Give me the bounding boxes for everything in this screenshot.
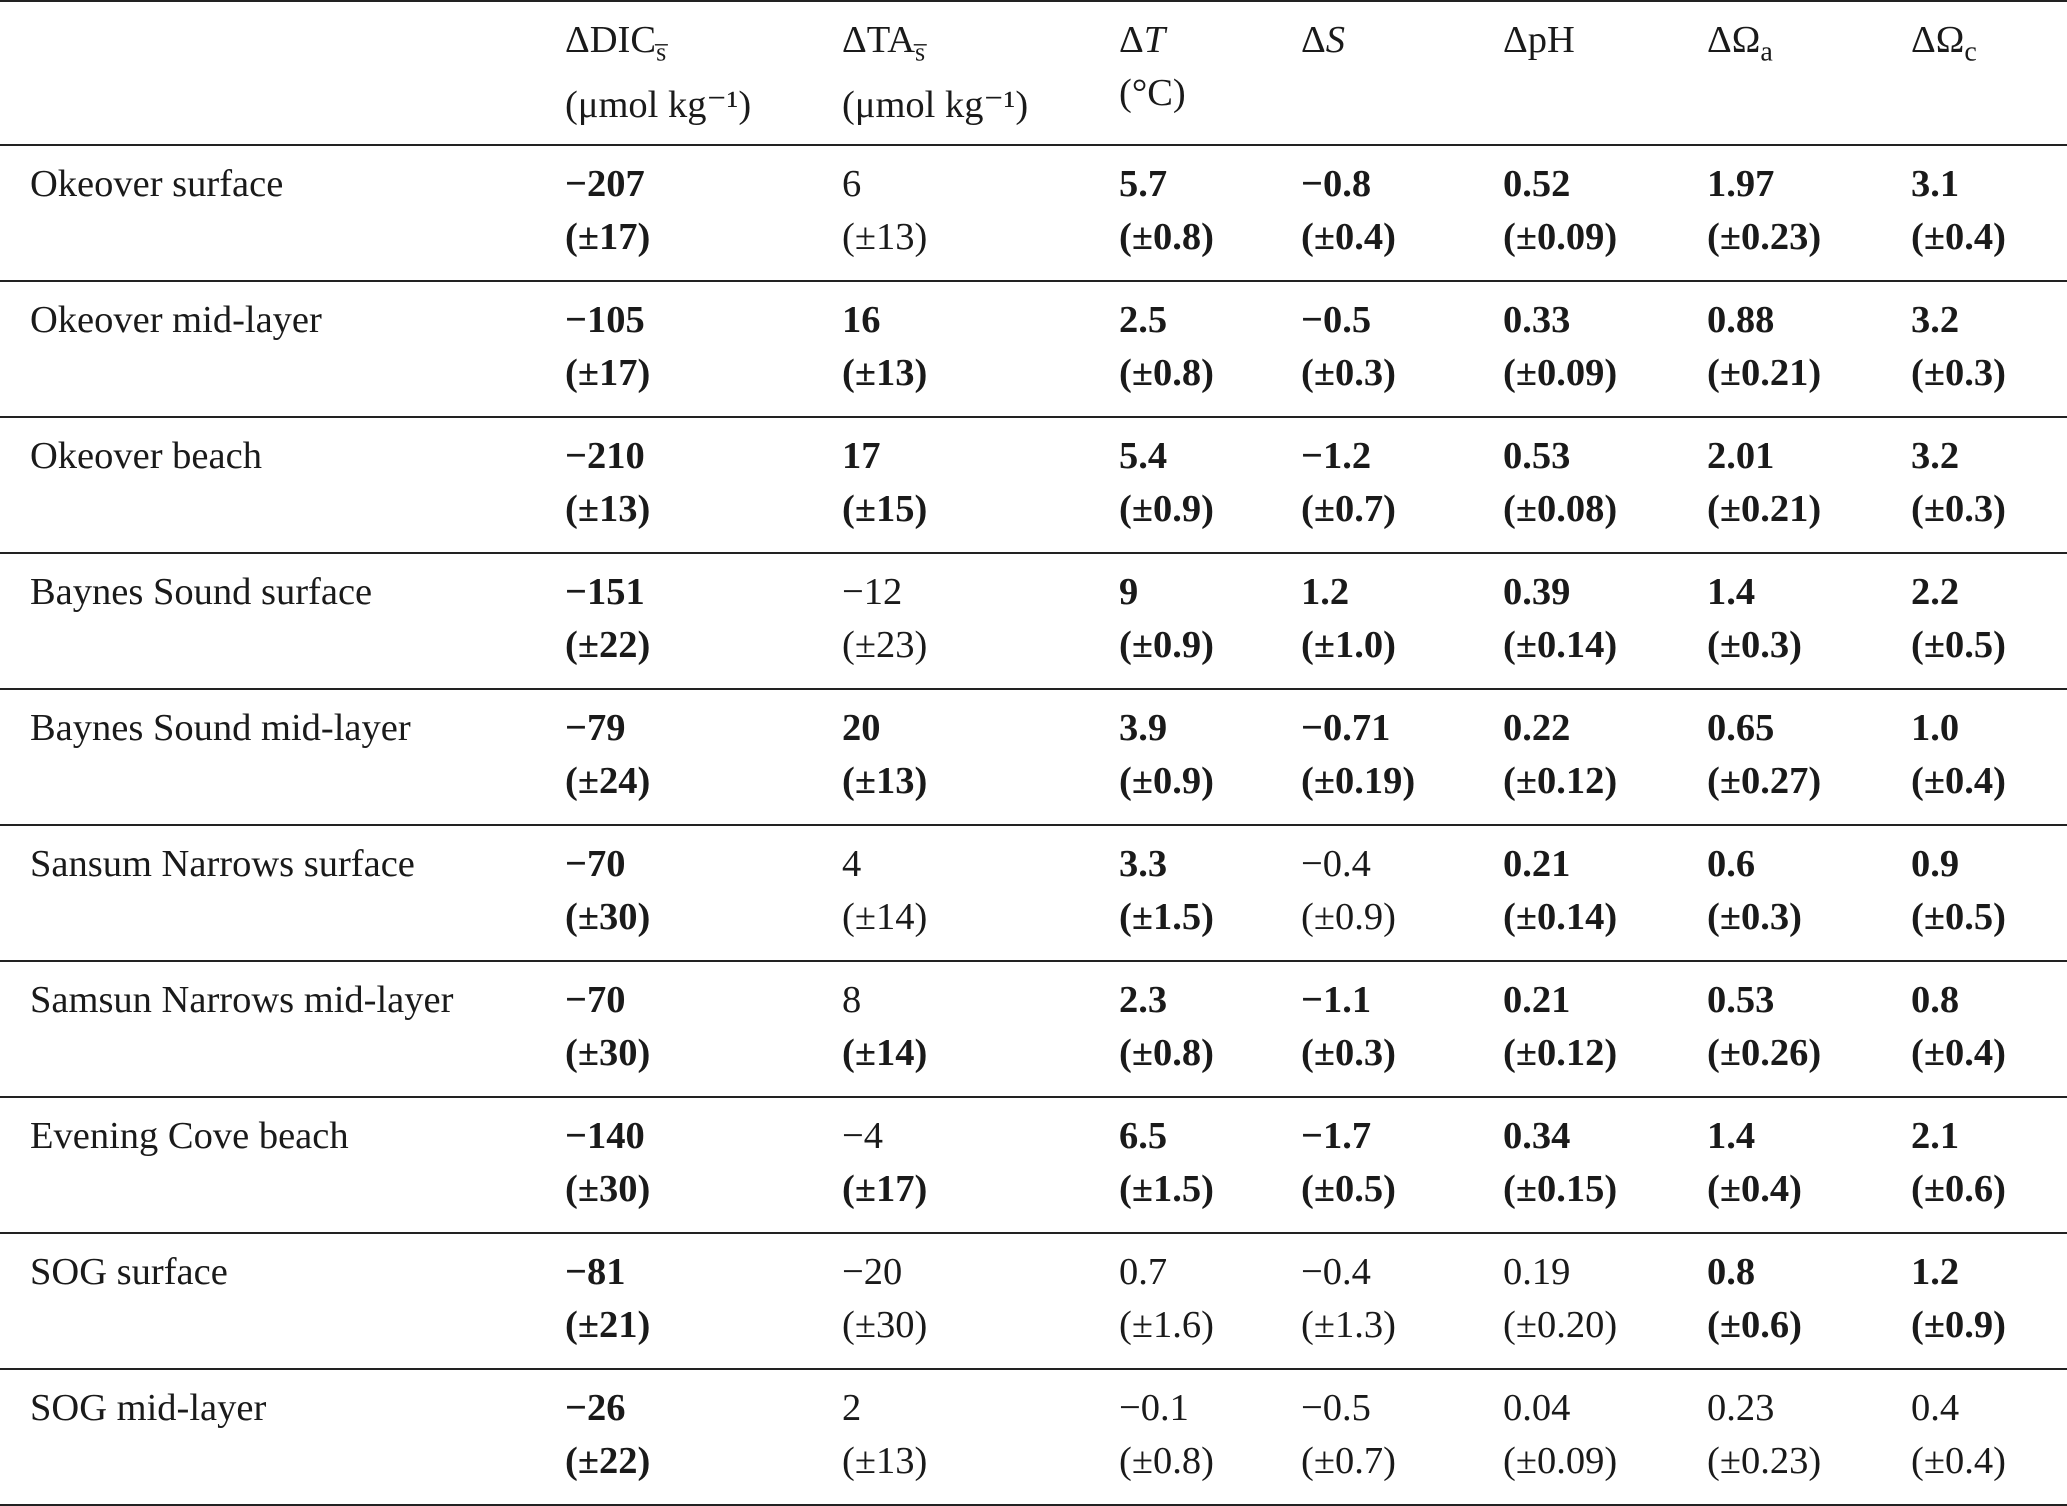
cell-delta-omega-a [1707,145,1911,281]
cell-uncertainty: (±21) [565,1303,651,1346]
cell-value: 0.9 [1911,842,1960,885]
cell-value: 1.4 [1707,1114,1756,1157]
cell-delta-dic [565,961,842,1097]
cell-value: 3.3 [1119,842,1168,885]
header-label [0,1,565,145]
cell-uncertainty: (±0.6) [1707,1303,1802,1346]
cell-value: −0.4 [1301,842,1371,885]
cell-value: 1.0 [1911,706,1960,749]
header-delta-dic-sub: s̅ [656,37,667,67]
cell-uncertainty: (±13) [842,215,928,258]
cell-uncertainty: (±0.7) [1301,1439,1396,1482]
table-row [0,417,2067,553]
cell-uncertainty: (±0.5) [1301,1167,1396,1210]
cell-delta-dic [565,689,842,825]
cell-uncertainty: (±1.3) [1301,1303,1396,1346]
cell-delta-t [1119,961,1301,1097]
cell-delta-t [1119,553,1301,689]
header-delta-omega-a [1707,1,1911,145]
cell-delta-ph [1503,961,1707,1097]
cell-uncertainty: (±0.9) [1119,759,1214,802]
cell-value: 0.88 [1707,298,1775,341]
cell-delta-dic [565,1233,842,1369]
cell-value: 2 [842,1386,862,1429]
cell-value: −79 [565,706,626,749]
cell-delta-omega-a [1707,1369,1911,1505]
cell-delta-ph [1503,553,1707,689]
cell-delta-ta [842,1233,1119,1369]
cell-uncertainty: (±0.19) [1301,759,1416,802]
cell-delta-ph [1503,1097,1707,1233]
cell-uncertainty: (±13) [842,759,928,802]
cell-value: −4 [842,1114,883,1157]
cell-delta-s [1301,145,1503,281]
cell-delta-dic [565,553,842,689]
cell-uncertainty: (±14) [842,895,928,938]
cell-uncertainty: (±0.4) [1911,215,2006,258]
cell-value: 0.53 [1503,434,1571,477]
table-row [0,825,2067,961]
header-delta-ph-title: ΔpH [1503,19,1575,61]
cell-value: 3.2 [1911,434,1960,477]
cell-uncertainty: (±0.20) [1503,1303,1618,1346]
cell-value: 2.3 [1119,978,1168,1021]
cell-uncertainty: (±0.8) [1119,1439,1214,1482]
cell-value: 1.2 [1911,1250,1960,1293]
cell-delta-omega-a [1707,1233,1911,1369]
cell-uncertainty: (±0.4) [1707,1167,1802,1210]
table-row [0,145,2067,281]
cell-delta-omega-c [1911,961,2067,1097]
cell-delta-omega-c [1911,417,2067,553]
cell-uncertainty: (±0.3) [1301,1031,1396,1074]
cell-uncertainty: (±0.5) [1911,895,2006,938]
cell-uncertainty: (±0.4) [1911,1031,2006,1074]
cell-value: −70 [565,978,626,1021]
header-delta-t-unit: (°C) [1119,72,1186,114]
cell-uncertainty: (±30) [565,1167,651,1210]
cell-value: −210 [565,434,645,477]
cell-value: −151 [565,570,645,613]
row-label: Sansum Narrows surface [0,825,565,961]
header-delta-omega-a-title [1707,14,1911,79]
cell-value: 0.8 [1707,1250,1756,1293]
cell-delta-omega-c [1911,281,2067,417]
cell-uncertainty: (±17) [565,215,651,258]
cell-value: 0.8 [1911,978,1960,1021]
cell-value: 0.4 [1911,1386,1960,1429]
cell-uncertainty: (±23) [842,623,928,666]
cell-value: 0.04 [1503,1386,1571,1429]
cell-value: 20 [842,706,881,749]
cell-value: 5.4 [1119,434,1168,477]
cell-value: 3.2 [1911,298,1960,341]
cell-delta-s [1301,1369,1503,1505]
cell-value: 0.33 [1503,298,1571,341]
cell-uncertainty: (±0.3) [1911,351,2006,394]
table-header [0,1,2067,145]
cell-value: 16 [842,298,881,341]
cell-delta-t [1119,417,1301,553]
cell-delta-omega-a [1707,689,1911,825]
table-row [0,689,2067,825]
row-label: Baynes Sound surface [0,553,565,689]
cell-value: 3.9 [1119,706,1168,749]
header-delta-dic [565,1,842,145]
row-label: Evening Cove beach [0,1097,565,1233]
row-label: Okeover mid-layer [0,281,565,417]
cell-delta-omega-a [1707,281,1911,417]
cell-delta-ta [842,1097,1119,1233]
cell-delta-ph [1503,145,1707,281]
cell-value: 0.23 [1707,1386,1775,1429]
cell-uncertainty: (±0.6) [1911,1167,2006,1210]
cell-delta-dic [565,145,842,281]
cell-uncertainty: (±0.8) [1119,351,1214,394]
cell-uncertainty: (±0.12) [1503,759,1618,802]
row-label: SOG surface [0,1233,565,1369]
header-delta-omega-c-prefix: ΔΩ [1911,19,1965,61]
header-delta-omega-c-sub: c [1964,36,1977,68]
header-delta-t-delta: Δ [1119,19,1144,61]
header-delta-ph [1503,1,1707,145]
cell-uncertainty: (±0.9) [1119,487,1214,530]
header-row [0,1,2067,145]
cell-value: 3.1 [1911,162,1960,205]
cell-value: 0.7 [1119,1250,1168,1293]
cell-uncertainty: (±0.26) [1707,1031,1822,1074]
table-row [0,1097,2067,1233]
cell-value: 9 [1119,570,1139,613]
cell-uncertainty: (±30) [565,1031,651,1074]
cell-uncertainty: (±0.5) [1911,623,2006,666]
cell-delta-ph [1503,689,1707,825]
cell-uncertainty: (±0.08) [1503,487,1618,530]
cell-uncertainty: (±17) [565,351,651,394]
cell-delta-omega-a [1707,417,1911,553]
cell-uncertainty: (±0.4) [1911,759,2006,802]
cell-delta-s [1301,825,1503,961]
cell-delta-ta [842,145,1119,281]
cell-uncertainty: (±0.09) [1503,215,1618,258]
cell-uncertainty: (±13) [842,351,928,394]
header-delta-ta [842,1,1119,145]
cell-delta-omega-a [1707,1097,1911,1233]
header-delta-t-title [1119,14,1301,67]
cell-delta-t [1119,689,1301,825]
header-delta-dic-title [565,14,842,79]
cell-uncertainty: (±0.8) [1119,215,1214,258]
table-row [0,553,2067,689]
header-delta-t [1119,1,1301,145]
cell-delta-t [1119,145,1301,281]
header-delta-s-delta: Δ [1301,19,1326,61]
cell-value: 1.4 [1707,570,1756,613]
cell-value: 8 [842,978,862,1021]
cell-uncertainty: (±13) [842,1439,928,1482]
cell-delta-ta [842,689,1119,825]
header-delta-s-var: S [1325,19,1346,61]
cell-value: 2.01 [1707,434,1775,477]
header-delta-dic-prefix: ΔDIC [565,19,657,61]
header-delta-ta-prefix: ΔTA [842,19,915,61]
cell-value: −140 [565,1114,645,1157]
cell-uncertainty: (±0.21) [1707,487,1822,530]
row-label: Samsun Narrows mid-layer [0,961,565,1097]
cell-value: 0.21 [1503,842,1571,885]
cell-uncertainty: (±0.9) [1301,895,1396,938]
cell-uncertainty: (±0.15) [1503,1167,1618,1210]
cell-uncertainty: (±30) [565,895,651,938]
cell-value: −0.1 [1119,1386,1189,1429]
cell-delta-omega-c [1911,1097,2067,1233]
cell-delta-s [1301,1097,1503,1233]
cell-uncertainty: (±0.3) [1707,895,1802,938]
cell-uncertainty: (±0.14) [1503,623,1618,666]
cell-delta-s [1301,961,1503,1097]
cell-uncertainty: (±0.12) [1503,1031,1618,1074]
cell-delta-omega-c [1911,145,2067,281]
header-delta-omega-c-title [1911,14,2067,79]
cell-delta-ta [842,417,1119,553]
cell-delta-ta [842,281,1119,417]
cell-delta-t [1119,1097,1301,1233]
cell-value: −12 [842,570,903,613]
row-label: Okeover beach [0,417,565,553]
cell-value: 0.19 [1503,1250,1571,1293]
cell-value: −26 [565,1386,626,1429]
cell-delta-ta [842,553,1119,689]
cell-uncertainty: (±0.9) [1119,623,1214,666]
cell-uncertainty: (±0.23) [1707,215,1822,258]
cell-value: 6 [842,162,862,205]
cell-uncertainty: (±0.3) [1301,351,1396,394]
cell-delta-ph [1503,825,1707,961]
cell-uncertainty: (±0.3) [1707,623,1802,666]
table-row [0,1369,2067,1505]
cell-value: 0.39 [1503,570,1571,613]
cell-uncertainty: (±0.21) [1707,351,1822,394]
cell-value: 0.6 [1707,842,1756,885]
cell-delta-dic [565,1369,842,1505]
cell-value: 0.52 [1503,162,1571,205]
cell-uncertainty: (±22) [565,1439,651,1482]
cell-value: 4 [842,842,862,885]
cell-uncertainty: (±17) [842,1167,928,1210]
cell-uncertainty: (±13) [565,487,651,530]
header-delta-ta-title [842,14,1119,79]
table-row [0,961,2067,1097]
cell-value: −0.5 [1301,1386,1371,1429]
cell-delta-ta [842,825,1119,961]
cell-delta-omega-c [1911,1369,2067,1505]
cell-value: 6.5 [1119,1114,1168,1157]
cell-delta-omega-a [1707,825,1911,961]
cell-uncertainty: (±24) [565,759,651,802]
table-row [0,1233,2067,1369]
cell-value: −0.8 [1301,162,1372,205]
cell-uncertainty: (±0.09) [1503,351,1618,394]
cell-uncertainty: (±0.7) [1301,487,1396,530]
cell-delta-dic [565,281,842,417]
cell-delta-ta [842,1369,1119,1505]
cell-value: 2.5 [1119,298,1168,341]
header-delta-ta-sub: s̅ [915,37,926,67]
cell-value: −207 [565,162,645,205]
cell-uncertainty: (±0.09) [1503,1439,1618,1482]
cell-value: −105 [565,298,645,341]
cell-value: 2.2 [1911,570,1960,613]
cell-delta-omega-c [1911,553,2067,689]
header-delta-s [1301,1,1503,145]
cell-delta-s [1301,553,1503,689]
header-delta-ta-unit: (μmol kg⁻¹) [842,83,1029,126]
cell-delta-t [1119,1233,1301,1369]
cell-value: 0.21 [1503,978,1571,1021]
cell-delta-ta [842,961,1119,1097]
cell-delta-ph [1503,281,1707,417]
cell-delta-t [1119,1369,1301,1505]
cell-delta-s [1301,417,1503,553]
cell-uncertainty: (±1.0) [1301,623,1396,666]
cell-delta-s [1301,281,1503,417]
cell-uncertainty: (±1.6) [1119,1303,1214,1346]
cell-uncertainty: (±0.23) [1707,1439,1822,1482]
cell-uncertainty: (±0.27) [1707,759,1822,802]
cell-delta-ph [1503,417,1707,553]
cell-uncertainty: (±0.3) [1911,487,2006,530]
cell-delta-omega-a [1707,553,1911,689]
cell-delta-dic [565,417,842,553]
cell-delta-omega-a [1707,961,1911,1097]
header-delta-omega-c [1911,1,2067,145]
cell-value: −81 [565,1250,626,1293]
cell-delta-omega-c [1911,689,2067,825]
cell-value: 0.34 [1503,1114,1571,1157]
cell-delta-s [1301,1233,1503,1369]
cell-value: 0.22 [1503,706,1571,749]
cell-value: −20 [842,1250,903,1293]
cell-value: 1.97 [1707,162,1775,205]
cell-uncertainty: (±0.4) [1911,1439,2006,1482]
cell-value: 0.53 [1707,978,1775,1021]
header-delta-s-title [1301,14,1503,67]
cell-uncertainty: (±15) [842,487,928,530]
header-delta-t-var: T [1143,19,1166,61]
header-delta-dic-unit: (μmol kg⁻¹) [565,83,752,126]
cell-value: 17 [842,434,881,477]
cell-delta-ph [1503,1369,1707,1505]
cell-uncertainty: (±0.4) [1301,215,1396,258]
cell-delta-omega-c [1911,825,2067,961]
cell-delta-ph [1503,1233,1707,1369]
cell-uncertainty: (±14) [842,1031,928,1074]
cell-value: 2.1 [1911,1114,1960,1157]
cell-delta-s [1301,689,1503,825]
cell-delta-dic [565,825,842,961]
cell-value: −70 [565,842,626,885]
cell-uncertainty: (±1.5) [1119,1167,1214,1210]
cell-uncertainty: (±0.8) [1119,1031,1214,1074]
table-body [0,145,2067,1505]
header-delta-omega-a-sub: a [1760,36,1773,68]
cell-uncertainty: (±30) [842,1303,928,1346]
cell-value: −0.71 [1301,706,1391,749]
cell-value: −0.5 [1301,298,1372,341]
cell-uncertainty: (±1.5) [1119,895,1214,938]
header-delta-omega-a-prefix: ΔΩ [1707,19,1761,61]
cell-uncertainty: (±0.9) [1911,1303,2006,1346]
cell-delta-dic [565,1097,842,1233]
cell-value: 1.2 [1301,570,1350,613]
table-row [0,281,2067,417]
cell-value: −1.2 [1301,434,1372,477]
cell-uncertainty: (±22) [565,623,651,666]
cell-delta-omega-c [1911,1233,2067,1369]
cell-delta-t [1119,281,1301,417]
cell-value: −0.4 [1301,1250,1371,1293]
row-label: SOG mid-layer [0,1369,565,1505]
cell-value: −1.1 [1301,978,1372,1021]
cell-value: 0.65 [1707,706,1775,749]
row-label: Baynes Sound mid-layer [0,689,565,825]
cell-uncertainty: (±0.14) [1503,895,1618,938]
cell-delta-t [1119,825,1301,961]
row-label: Okeover surface [0,145,565,281]
cell-value: 5.7 [1119,162,1168,205]
cell-value: −1.7 [1301,1114,1372,1157]
